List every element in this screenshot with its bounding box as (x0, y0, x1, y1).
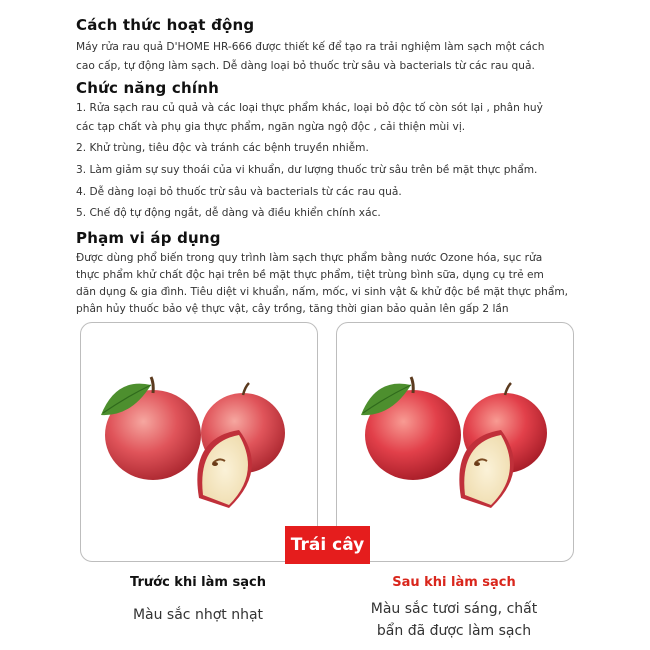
after-image-card (336, 322, 574, 562)
before-image-card (80, 322, 318, 562)
before-description: Màu sắc nhợt nhạt (132, 607, 264, 623)
section-title-how-it-works: Cách thức hoạt động (76, 16, 255, 34)
function-item-4: 4. Dễ dàng loại bỏ thuốc trừ sâu và bacterials từ các rau quả. (76, 186, 402, 198)
scope-line-4: phân hủy thuốc bảo vệ thực vật, cây trồng, tăng thời gian bảo quản lên gấp 2 lần (76, 303, 509, 315)
scope-line-3: dăn dụng & gia đình. Tiêu diệt vi khuẩn, nấm, mốc, vi sinh vật & khử độc bề mặt thực phẩm, (76, 286, 569, 298)
apples-before-image (81, 323, 317, 561)
before-title: Trước khi làm sạch (130, 575, 266, 590)
section-title-main-functions: Chức năng chính (76, 79, 219, 97)
how-it-works-line-2: cao cấp, tự động làm sạch. Dễ dàng loại bỏ thuốc trừ sâu và bacterials từ các rau quả. (76, 60, 535, 72)
section-title-scope: Phạm vi áp dụng (76, 229, 221, 247)
after-title: Sau khi làm sạch (392, 575, 516, 590)
how-it-works-line-1: Máy rửa rau quả D'HOME HR-666 được thiết kế để tạo ra trải nghiệm làm sạch một cách (76, 41, 545, 53)
scope-line-2: thực phẩm khử chất độc hại trên bề mặt thực phẩm, tiệt trùng bình sữa, dụng cụ trẻ em (76, 269, 544, 281)
fruit-badge: Trái cây (285, 526, 370, 564)
function-item-1a: 1. Rửa sạch rau củ quả và các loại thực phẩm khác, loại bỏ độc tố còn sót lại , phân huỷ (76, 102, 543, 114)
scope-line-1: Được dùng phổ biến trong quy trình làm sạch thực phẩm bằng nước Ozone hóa, sục rửa (76, 252, 543, 264)
function-item-3: 3. Làm giảm sự suy thoái của vi khuẩn, dư lượng thuốc trừ sâu trên bề mặt thực phẩm. (76, 164, 538, 176)
after-description-line-1: Màu sắc tươi sáng, chất (370, 601, 538, 617)
after-description-line-2: bẩn đã được làm sạch (376, 623, 532, 639)
apples-after-image (337, 323, 573, 561)
function-item-1b: các tạp chất và phụ gia thực phẩm, ngăn ngừa ngộ độc , cải thiện mùi vị. (76, 121, 466, 133)
function-item-5: 5. Chế độ tự động ngắt, dễ dàng và điều khiển chính xác. (76, 207, 381, 219)
function-item-2: 2. Khử trùng, tiêu độc và tránh các bệnh truyền nhiễm. (76, 142, 369, 154)
